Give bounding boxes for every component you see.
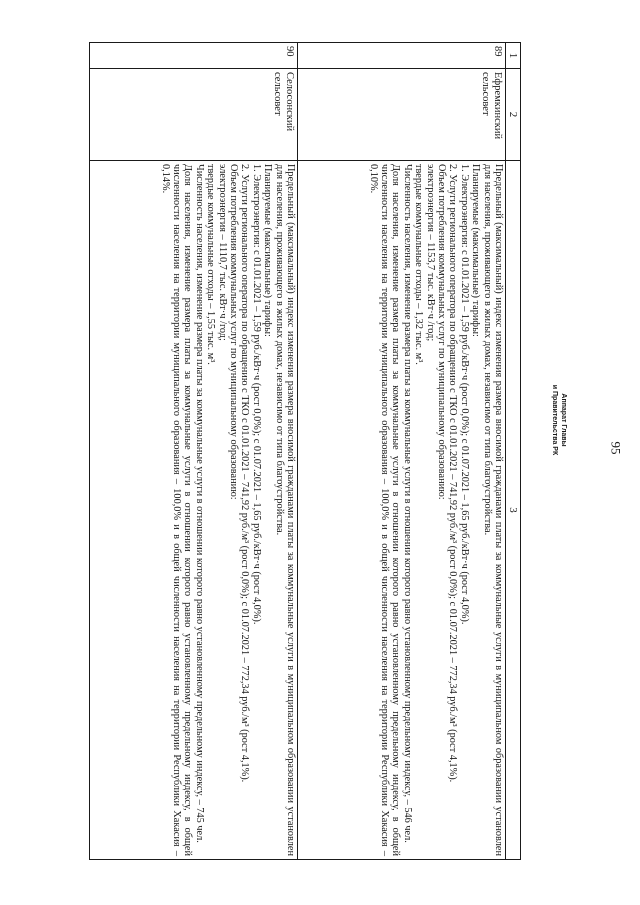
population-change: Численность населения, изменение размера платы за коммунальные услуги в отношении которого равно установленному предельному индексу, – 745 чел. bbox=[193, 164, 205, 843]
page-number: 95 bbox=[608, 441, 624, 455]
tariff-table bbox=[89, 42, 521, 860]
header-col-2: 2 bbox=[506, 69, 521, 161]
row-number: 90 bbox=[90, 43, 298, 69]
tariff-electricity: 1. Электроэнергия: с 01.01.2021 – 1,59 руб./кВт·ч (рост 0,0%); с 01.07.2021 – 1,65 руб./кВт·ч (рост 4,0%). bbox=[458, 164, 470, 625]
volume-waste: твердые коммунальные отходы – 1,55 тыс. м³. bbox=[205, 164, 217, 365]
planned-label: Планируемые (максимальные) тарифы: bbox=[262, 164, 274, 337]
municipality-name: Ефремкинский сельсовет bbox=[298, 69, 506, 161]
tariff-waste: 2. Услуги регионального оператора по обращению с ТКО с 01.01.2021 – 741,92 руб./м³ (рост 0,0%); с 01.07.2021 – 772,34 руб./м³ (рост 4,1%). bbox=[239, 164, 251, 783]
row-description bbox=[298, 161, 506, 860]
tariff-waste: 2. Услуги регионального оператора по обращению с ТКО с 01.01.2021 – 741,92 руб./м³ (рост 0,0%); с 01.07.2021 – 772,34 руб./м³ (рост 4,1%). bbox=[447, 164, 459, 783]
volume-waste: твердые коммунальные отходы – 1,32 тыс. м³. bbox=[413, 164, 425, 365]
stamp-line-2: и Правительства РК bbox=[551, 384, 558, 456]
planned-label: Планируемые (максимальные) тарифы: bbox=[470, 164, 482, 337]
tariff-electricity: 1. Электроэнергия: с 01.01.2021 – 1,59 руб./кВт·ч (рост 0,0%); с 01.07.2021 – 1,65 руб./кВт·ч (рост 4,0%). bbox=[250, 164, 262, 625]
population-share: Доля населения, изменение размера платы за коммунальные услуги в отношении которого равно установленному предельному индексу, в общей численности населения на территории муниципального образования – 100,0% и в общей численности населения на территории Республики Хакасия – 0,14%. bbox=[159, 164, 194, 856]
intro-text: Предельный (максимальный) индекс изменения размера вносимой гражданами платы за коммунальные услуги в муниципальном образовании установлен для населения, проживающего в жилых домах, независимо от типа благоустройства. bbox=[273, 164, 296, 856]
population-change: Численность населения, изменение размера платы за коммунальные услуги в отношении которого равно установленному предельному индексу, – 546 чел. bbox=[401, 164, 413, 843]
table-row bbox=[90, 43, 298, 860]
table-row bbox=[298, 43, 506, 860]
row-description bbox=[90, 161, 298, 860]
row-number: 89 bbox=[298, 43, 506, 69]
volume-electricity: электроэнергия – 1153,7 тыс. кВт·ч /год; bbox=[424, 164, 436, 342]
population-share: Доля населения, изменение размера платы за коммунальные услуги в отношении которого равно установленному предельному индексу, в общей численности населения на территории муниципального образования – 100,0% и в общей численности населения на территории Республики Хакасия – 0,10%. bbox=[367, 164, 402, 856]
intro-text: Предельный (максимальный) индекс изменения размера вносимой гражданами платы за коммунальные услуги в муниципальном образовании установлен для населения, проживающего в жилых домах, независимо от типа благоустройства. bbox=[481, 164, 504, 856]
header-col-1: 1 bbox=[506, 43, 521, 69]
table-header-row bbox=[506, 43, 521, 860]
header-col-3: 3 bbox=[506, 161, 521, 860]
volume-label: Объем потребления коммунальных услуг по муниципальному образованию: bbox=[227, 164, 239, 500]
volume-electricity: электроэнергия – 1110,7 тыс. кВт·ч /год; bbox=[216, 164, 228, 341]
municipality-name: Селосонский сельсовет bbox=[90, 69, 298, 161]
rotated-table-container bbox=[90, 42, 521, 860]
stamp-line-1: Аппарат Главы bbox=[560, 393, 567, 447]
office-stamp bbox=[550, 320, 568, 520]
volume-label: Объем потребления коммунальных услуг по муниципальному образованию: bbox=[435, 164, 447, 500]
